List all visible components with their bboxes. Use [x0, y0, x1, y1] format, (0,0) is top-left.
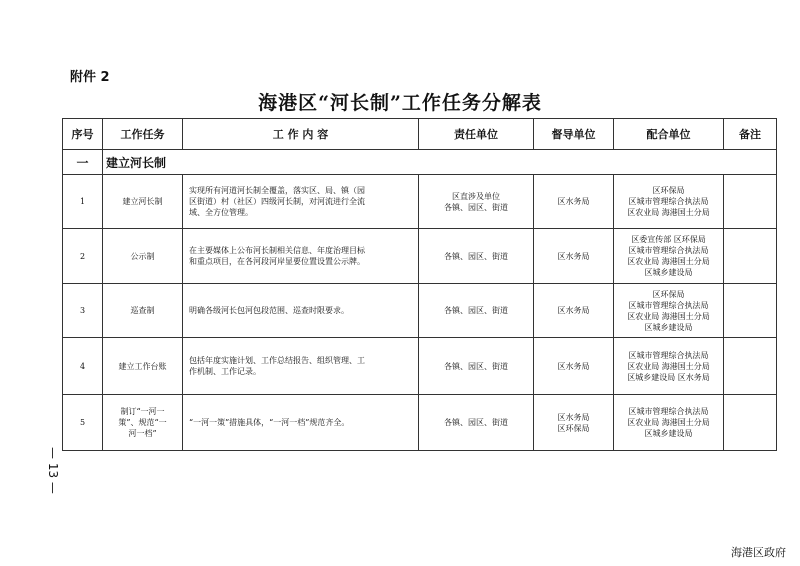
- content-cell: 在主要媒体上公布河长制相关信息、年度治理目标 和重点项目，在各河段河岸显要位置设置公示牌。: [183, 229, 419, 284]
- cooperating-cell: 区城市管理综合执法局 区农业局 海港国土分局 区城乡建设局: [614, 395, 724, 451]
- cooperating-cell: 区环保局 区城市管理综合执法局 区农业局 海港国土分局: [614, 175, 724, 229]
- task-cell: 制订“一河一 策”、规范“一 河一档”: [103, 395, 183, 451]
- table-row: [63, 175, 777, 229]
- responsible-cell: 各镇、园区、街道: [419, 229, 534, 284]
- column-header: 工 作 内 容: [183, 119, 419, 150]
- cooperating-cell: 区城市管理综合执法局 区农业局 海港国土分局 区城乡建设局 区水务局: [614, 338, 724, 395]
- cooperating-cell: 区委宣传部 区环保局 区城市管理综合执法局 区农业局 海港国土分局 区城乡建设局: [614, 229, 724, 284]
- column-header: 责任单位: [419, 119, 534, 150]
- header-row: [63, 119, 777, 150]
- supervisor-cell: 区水务局: [534, 175, 614, 229]
- attachment-label: 附件 2: [70, 70, 110, 85]
- content-cell: 明确各级河长包河包段范围、巡查时限要求。: [183, 284, 419, 338]
- supervisor-cell: 区水务局: [534, 229, 614, 284]
- content-cell: 包括年度实施计划、工作总结报告、组织管理、工 作机制、工作记录。: [183, 338, 419, 395]
- table-row: [63, 229, 777, 284]
- task-table: [62, 118, 777, 451]
- task-cell: 巡查制: [103, 284, 183, 338]
- row-number: 2: [63, 229, 103, 284]
- supervisor-cell: 区水务局: [534, 284, 614, 338]
- page-number: — 13 —: [46, 446, 60, 494]
- column-header: 配合单位: [614, 119, 724, 150]
- task-cell: 建立工作台账: [103, 338, 183, 395]
- responsible-cell: 各镇、园区、街道: [419, 284, 534, 338]
- table-row: [63, 395, 777, 451]
- responsible-cell: 各镇、园区、街道: [419, 338, 534, 395]
- content-cell: “一河一策”措施具体，“一河一档”规范齐全。: [183, 395, 419, 451]
- column-header: 备注: [724, 119, 777, 150]
- supervisor-cell: 区水务局: [534, 338, 614, 395]
- note-cell: [724, 229, 777, 284]
- row-number: 4: [63, 338, 103, 395]
- note-cell: [724, 175, 777, 229]
- row-number: 1: [63, 175, 103, 229]
- table-row: [63, 338, 777, 395]
- section-number: 一: [63, 150, 103, 175]
- task-cell: 公示制: [103, 229, 183, 284]
- footer-label: 海港区政府: [731, 546, 786, 559]
- section-row: [63, 150, 777, 175]
- column-header: 工作任务: [103, 119, 183, 150]
- row-number: 5: [63, 395, 103, 451]
- section-title: 建立河长制: [103, 150, 777, 175]
- responsible-cell: 各镇、园区、街道: [419, 395, 534, 451]
- column-header: 序号: [63, 119, 103, 150]
- task-cell: 建立河长制: [103, 175, 183, 229]
- column-header: 督导单位: [534, 119, 614, 150]
- table-row: [63, 284, 777, 338]
- note-cell: [724, 338, 777, 395]
- responsible-cell: 区直涉及单位 各镇、园区、街道: [419, 175, 534, 229]
- content-cell: 实现所有河道河长制全覆盖，落实区、局、镇（园 区街道）村（社区）四级河长制，对河流进行全流 域、全方位管理。: [183, 175, 419, 229]
- row-number: 3: [63, 284, 103, 338]
- note-cell: [724, 284, 777, 338]
- cooperating-cell: 区环保局 区城市管理综合执法局 区农业局 海港国土分局 区城乡建设局: [614, 284, 724, 338]
- note-cell: [724, 395, 777, 451]
- document-title: 海港区“河长制”工作任务分解表: [258, 92, 542, 114]
- supervisor-cell: 区水务局 区环保局: [534, 395, 614, 451]
